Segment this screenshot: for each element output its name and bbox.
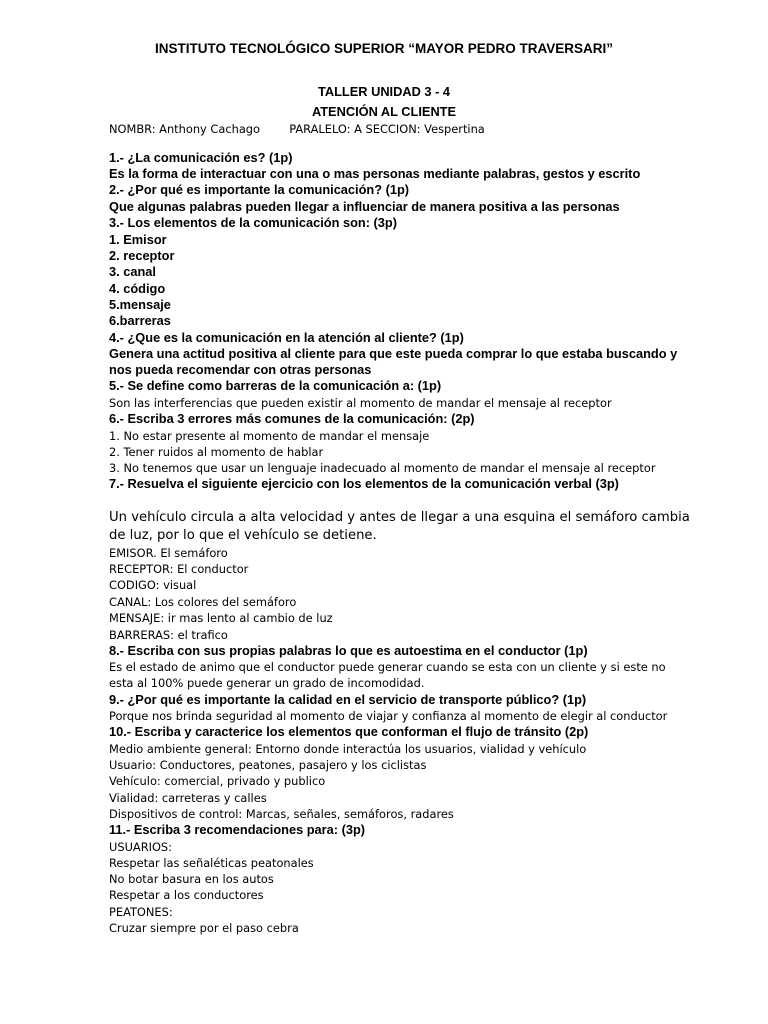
question-10: 10.- Escriba y caracterice los elementos que conforman el flujo de tránsito (2p) bbox=[109, 724, 589, 739]
question-9: 9.- ¿Por qué es importante la calidad en el servicio de transporte público? (1p) bbox=[109, 692, 587, 707]
list-item: 6.barreras bbox=[109, 313, 171, 328]
answer-8-line-2: esta al 100% puede generar un grado de incomodidad. bbox=[109, 676, 425, 690]
answer-2: Que algunas palabras pueden llegar a influenciar de manera positiva a las personas bbox=[109, 199, 620, 214]
list-item: CODIGO: visual bbox=[109, 578, 197, 592]
list-item: 1. Emisor bbox=[109, 232, 167, 247]
list-item: Respetar a los conductores bbox=[109, 888, 264, 902]
list-item: 1. No estar presente al momento de mandar el mensaje bbox=[109, 429, 430, 443]
list-item: CANAL: Los colores del semáforo bbox=[109, 595, 297, 609]
section-info: PARALELO: A SECCION: Vespertina bbox=[289, 122, 485, 136]
question-3: 3.- Los elementos de la comunicación son: (3p) bbox=[109, 215, 397, 230]
question-2: 2.- ¿Por qué es importante la comunicación? (1p) bbox=[109, 182, 410, 197]
taller-title: TALLER UNIDAD 3 - 4 bbox=[318, 84, 450, 99]
scenario-line-2: de luz, por lo que el vehículo se detiene. bbox=[109, 528, 377, 543]
list-item: Vehículo: comercial, privado y publico bbox=[109, 774, 326, 788]
list-item: 3. No tenemos que usar un lenguaje inadecuado al momento de mandar el mensaje al receptor bbox=[109, 461, 656, 475]
question-1: 1.- ¿La comunicación es? (1p) bbox=[109, 150, 293, 165]
list-item: 2. Tener ruidos al momento de hablar bbox=[109, 445, 324, 459]
list-item: 4. código bbox=[109, 281, 166, 296]
list-item: Usuario: Conductores, peatones, pasajero y los ciclistas bbox=[109, 758, 427, 772]
list-item: USUARIOS: bbox=[109, 840, 173, 854]
question-11: 11.- Escriba 3 recomendaciones para: (3p) bbox=[109, 822, 366, 837]
list-item: Respetar las señaléticas peatonales bbox=[109, 856, 314, 870]
question-8: 8.- Escriba con sus propias palabras lo que es autoestima en el conductor (1p) bbox=[109, 643, 588, 658]
list-item: BARRERAS: el trafico bbox=[109, 628, 228, 642]
subject-title: ATENCIÓN AL CLIENTE bbox=[311, 104, 457, 119]
list-item: RECEPTOR: El conductor bbox=[109, 562, 249, 576]
question-4: 4.- ¿Que es la comunicación en la atención al cliente? (1p) bbox=[109, 330, 464, 345]
answer-1: Es la forma de interactuar con una o mas personas mediante palabras, gestos y escrito bbox=[109, 166, 641, 181]
list-item: PEATONES: bbox=[109, 905, 173, 919]
list-item: Vialidad: carreteras y calles bbox=[109, 791, 267, 805]
answer-4-line-2: nos pueda recomendar con otras personas bbox=[109, 362, 372, 377]
answer-4-line-1: Genera una actitud positiva al cliente para que este pueda comprar lo que estaba buscando y bbox=[109, 346, 678, 361]
list-item: Cruzar siempre por el paso cebra bbox=[109, 921, 299, 935]
list-item: Dispositivos de control: Marcas, señales, semáforos, radares bbox=[109, 807, 454, 821]
list-item: 5.mensaje bbox=[109, 297, 171, 312]
scenario-line-1: Un vehículo circula a alta velocidad y antes de llegar a una esquina el semáforo cambia bbox=[109, 510, 690, 525]
answer-5: Son las interferencias que pueden existir al momento de mandar el mensaje al receptor bbox=[109, 396, 612, 410]
student-info bbox=[109, 121, 485, 137]
list-item: EMISOR. El semáforo bbox=[109, 546, 228, 560]
institute-title: INSTITUTO TECNOLÓGICO SUPERIOR “MAYOR PEDRO TRAVERSARI” bbox=[154, 41, 614, 56]
question-6: 6.- Escriba 3 errores más comunes de la comunicación: (2p) bbox=[109, 411, 475, 426]
student-name: NOMBR: Anthony Cachago bbox=[109, 122, 260, 136]
question-7: 7.- Resuelva el siguiente ejercicio con los elementos de la comunicación verbal (3p) bbox=[109, 476, 619, 491]
list-item: Medio ambiente general: Entorno donde interactúa los usuarios, vialidad y vehículo bbox=[109, 742, 587, 756]
list-item: 2. receptor bbox=[109, 248, 175, 263]
answer-9: Porque nos brinda seguridad al momento de viajar y confianza al momento de elegir al conductor bbox=[109, 709, 668, 723]
question-5: 5.- Se define como barreras de la comunicación a: (1p) bbox=[109, 378, 442, 393]
answer-8-line-1: Es el estado de animo que el conductor puede generar cuando se esta con un cliente y si este no bbox=[109, 660, 666, 674]
list-item: No botar basura en los autos bbox=[109, 872, 274, 886]
list-item: MENSAJE: ir mas lento al cambio de luz bbox=[109, 611, 333, 625]
list-item: 3. canal bbox=[109, 264, 156, 279]
